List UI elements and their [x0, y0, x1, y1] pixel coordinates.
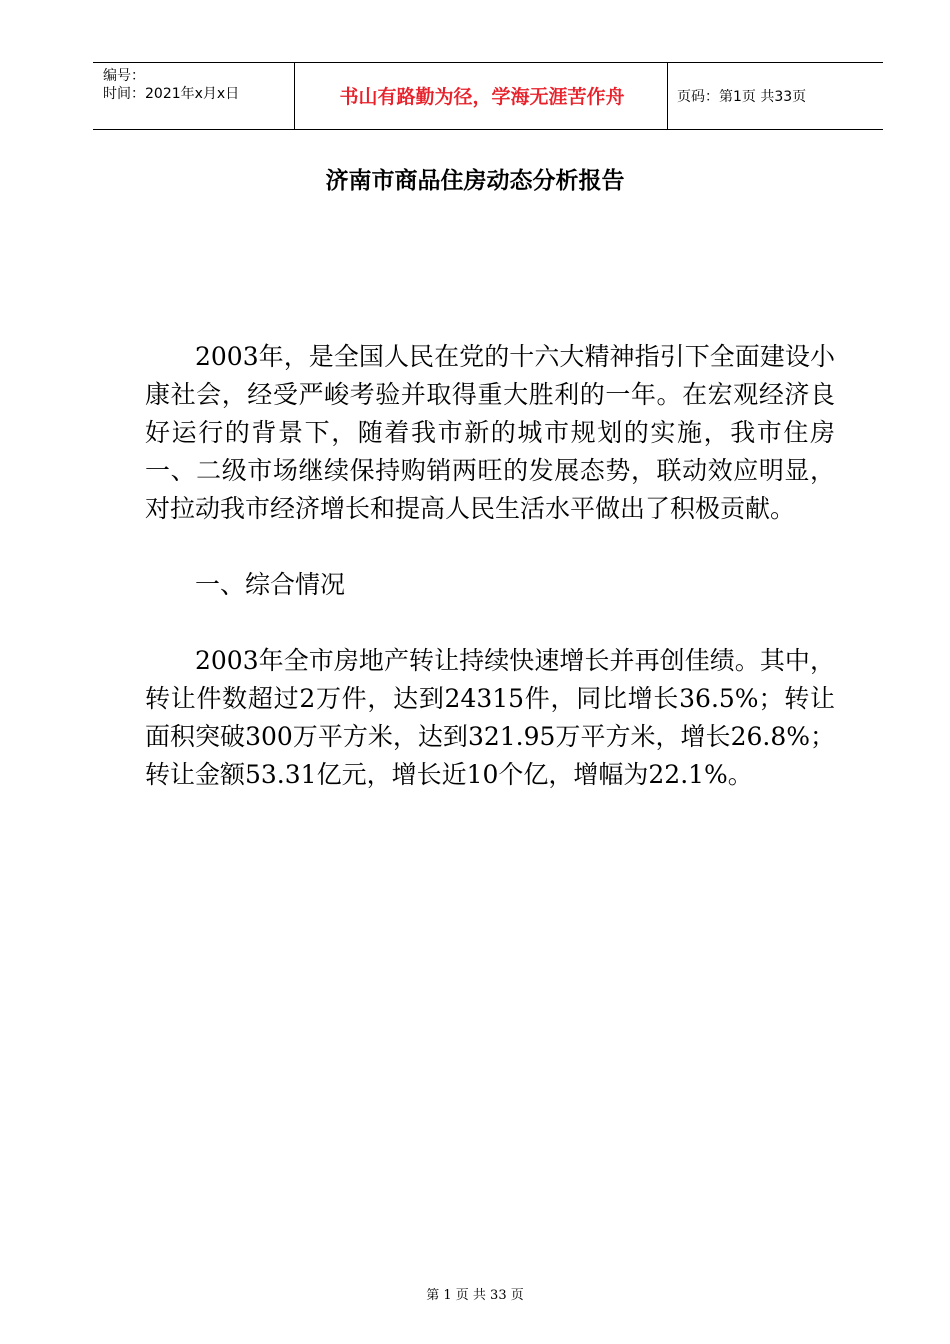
- page-header: [93, 62, 883, 130]
- document-title: 济南市商品住房动态分析报告: [325, 168, 625, 194]
- header-divider: [294, 63, 295, 129]
- page-footer: 第 1 页 共 33 页: [426, 1288, 524, 1303]
- section-heading: 一、综合情况: [195, 570, 346, 599]
- number-label: 编号：: [103, 68, 145, 84]
- time-label: 时间：2021年x月x日: [103, 86, 240, 102]
- header-page-info: 页码：第1页 共33页: [677, 89, 807, 105]
- document-body: [145, 338, 835, 832]
- paragraph-intro: 2003年，是全国人民在党的十六大精神指引下全面建设小康社会，经受严峻考验并取得重大胜利的一年。在宏观经济良好运行的背景下，随着我市新的城市规划的实施，我市住房一、二级市场继续保持购销两旺的发展态势，联动效应明显，对拉动我市经济增长和提高人民生活水平做出了积极贡献。: [145, 342, 835, 523]
- header-meta: [103, 67, 239, 103]
- paragraph-summary: 2003年全市房地产转让持续快速增长并再创佳绩。其中，转让件数超过2万件，达到24315件，同比增长36.5%；转让面积突破300万平方米，达到321.95万平方米，增长26.8%；转让金额53.31亿元，增长近10个亿，增幅为22.1%。: [145, 646, 835, 789]
- header-divider: [667, 63, 668, 129]
- header-motto: 书山有路勤为径，学海无涯苦作舟: [339, 86, 625, 108]
